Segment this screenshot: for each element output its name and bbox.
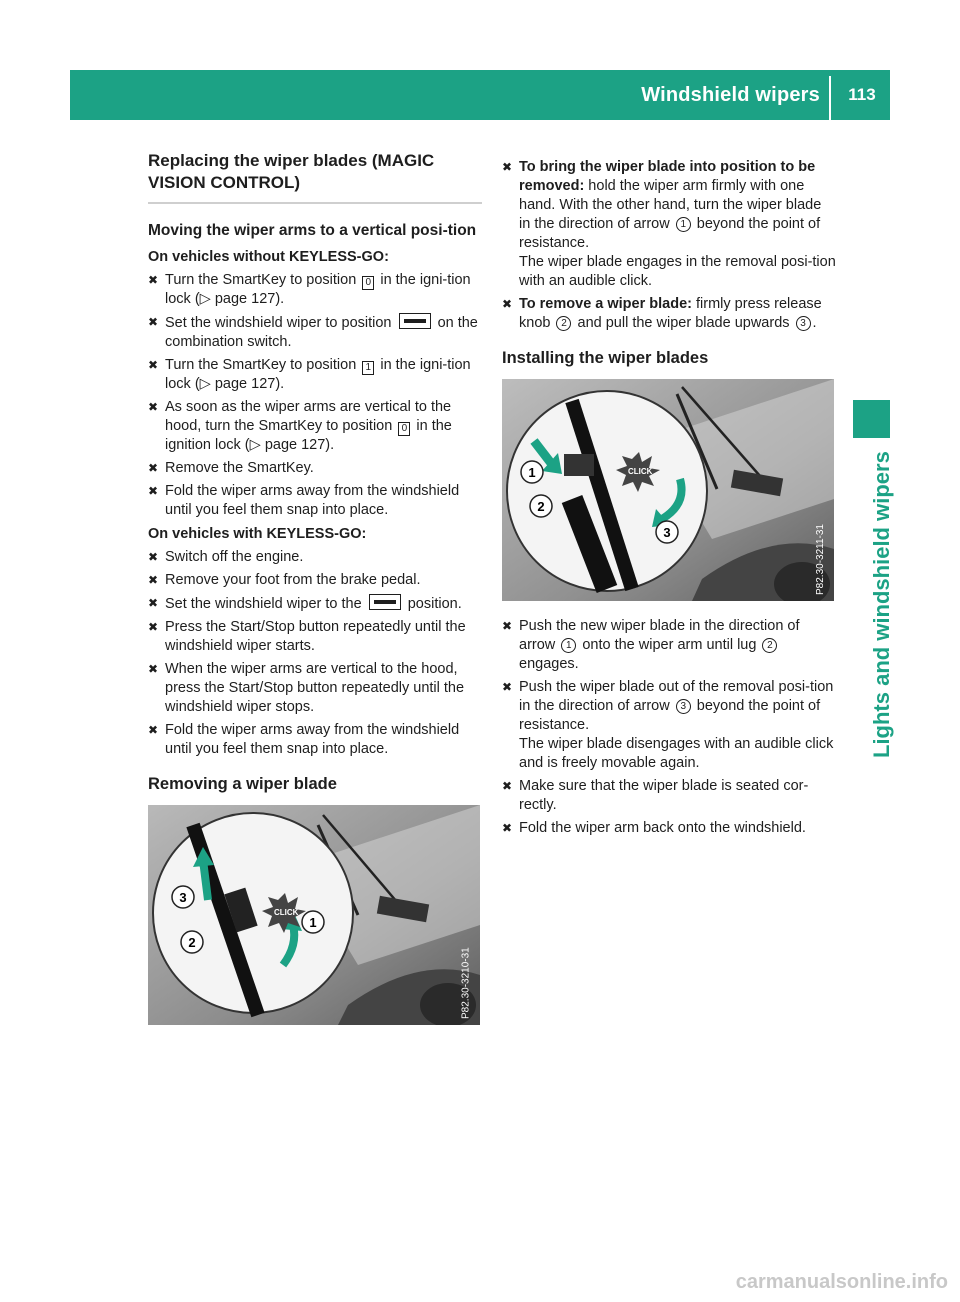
callout-ref: 3 bbox=[796, 316, 811, 331]
svg-text:2: 2 bbox=[188, 935, 196, 950]
header-title: Windshield wipers bbox=[641, 84, 820, 106]
step-item: ✖ Remove the SmartKey. bbox=[148, 459, 482, 478]
figure-illustration bbox=[502, 379, 834, 601]
step-item: ✖ Set the windshield wiper to the position. bbox=[148, 594, 482, 614]
svg-text:3: 3 bbox=[663, 525, 671, 540]
page-ref-link[interactable]: page 127). bbox=[214, 376, 285, 392]
page-header bbox=[70, 70, 890, 120]
page-ref-icon[interactable]: ▷ bbox=[199, 291, 211, 307]
svg-text:1: 1 bbox=[309, 915, 317, 930]
svg-text:3: 3 bbox=[179, 890, 187, 905]
callout-3 bbox=[656, 521, 678, 543]
wiper-switch-icon bbox=[399, 313, 431, 329]
figure-illustration bbox=[148, 805, 480, 1025]
step-item: ✖ Turn the SmartKey to position 0 in the igni-tion lock (▷ page 127). bbox=[148, 271, 482, 309]
step-item: ✖ Press the Start/Stop button repeatedly until the windshield wiper starts. bbox=[148, 618, 482, 656]
step-item: ✖ Fold the wiper arms away from the windshield until you feel them snap into place. bbox=[148, 482, 482, 520]
page-ref-link[interactable]: page 127). bbox=[264, 437, 335, 453]
wiper-switch-icon bbox=[369, 594, 401, 610]
header-divider bbox=[829, 76, 831, 120]
click-label: CLICK bbox=[274, 908, 299, 917]
callout-ref: 2 bbox=[762, 638, 777, 653]
side-tab-label: Lights and windshield wipers bbox=[869, 451, 894, 758]
group-title-with-keyless: On vehicles with KEYLESS-GO: bbox=[148, 526, 367, 542]
step-item: ✖ Make sure that the wiper blade is seated cor-rectly. bbox=[502, 777, 836, 815]
callout-2 bbox=[530, 495, 552, 517]
page-ref-link[interactable]: page 127). bbox=[214, 291, 285, 307]
installing-title: Installing the wiper blades bbox=[502, 349, 709, 367]
step-item: ✖ Switch off the engine. bbox=[148, 548, 482, 567]
callout-ref: 2 bbox=[556, 316, 571, 331]
side-tab-marker bbox=[853, 400, 890, 438]
step-item: ✖ As soon as the wiper arms are vertical to the hood, turn the SmartKey to position 0 in the ignition lock (▷ page 127). bbox=[148, 398, 482, 455]
step-item: ✖ To remove a wiper blade: firmly press release knob 2 and pull the wiper blade upwards 3 . bbox=[502, 295, 836, 333]
step-item: ✖ Set the windshield wiper to position on the combination switch. bbox=[148, 313, 482, 352]
figure-removing-wiper-blade bbox=[148, 805, 480, 1025]
callout-1 bbox=[521, 461, 543, 483]
figure-code: P82.30-3210-31 bbox=[461, 947, 472, 1019]
subsection-title: Moving the wiper arms to a vertical posi-tion bbox=[148, 222, 477, 239]
page-ref-icon[interactable]: ▷ bbox=[249, 437, 261, 453]
step-item: ✖ Push the wiper blade out of the removal posi-tion in the direction of arrow 3 beyond the point of resistance. The wiper blade disengages with an audible click and is freely movable again. bbox=[502, 678, 836, 773]
section-title: Replacing the wiper blades (MAGIC VISION CONTROL) bbox=[148, 151, 435, 192]
svg-text:2: 2 bbox=[537, 499, 545, 514]
step-item: ✖ Remove your foot from the brake pedal. bbox=[148, 571, 482, 590]
removing-title: Removing a wiper blade bbox=[148, 775, 337, 793]
step-item: ✖ To bring the wiper blade into position to be removed: hold the wiper arm firmly with one hand. With the other hand, turn the wiper blade in the direction of arrow 1 beyond the point of resistance. The wiper blade engages in the removal posi-tion with an audible click. bbox=[502, 158, 836, 291]
callout-ref: 1 bbox=[676, 217, 691, 232]
ignition-position-1-icon: 1 bbox=[362, 361, 374, 375]
callout-2 bbox=[181, 931, 203, 953]
svg-text:1: 1 bbox=[528, 465, 536, 480]
page-number: 113 bbox=[848, 85, 876, 104]
right-column bbox=[502, 150, 836, 842]
watermark: carmanualsonline.info bbox=[735, 1271, 948, 1293]
callout-1 bbox=[302, 911, 324, 933]
figure-installing-wiper-blade bbox=[502, 379, 834, 601]
ignition-position-0-icon: 0 bbox=[362, 276, 374, 290]
step-item: ✖ Push the new wiper blade in the direction of arrow 1 onto the wiper arm until lug 2 engages. bbox=[502, 617, 836, 674]
page-ref-icon[interactable]: ▷ bbox=[199, 376, 211, 392]
step-item: ✖ Fold the wiper arms away from the windshield until you feel them snap into place. bbox=[148, 721, 482, 759]
left-column bbox=[148, 150, 482, 1041]
section-rule bbox=[148, 202, 482, 204]
callout-ref: 1 bbox=[561, 638, 576, 653]
group-title-without-keyless: On vehicles without KEYLESS-GO: bbox=[148, 249, 389, 265]
step-item: ✖ Fold the wiper arm back onto the windshield. bbox=[502, 819, 836, 838]
step-item: ✖ When the wiper arms are vertical to the hood, press the Start/Stop button repeatedly until the windshield wiper stops. bbox=[148, 660, 482, 717]
step-item: ✖ Turn the SmartKey to position 1 in the igni-tion lock (▷ page 127). bbox=[148, 356, 482, 394]
ignition-position-0-icon: 0 bbox=[398, 422, 410, 436]
click-label: CLICK bbox=[628, 467, 653, 476]
callout-3 bbox=[172, 886, 194, 908]
figure-code: P82.30-3211-31 bbox=[815, 524, 826, 595]
callout-ref: 3 bbox=[676, 699, 691, 714]
